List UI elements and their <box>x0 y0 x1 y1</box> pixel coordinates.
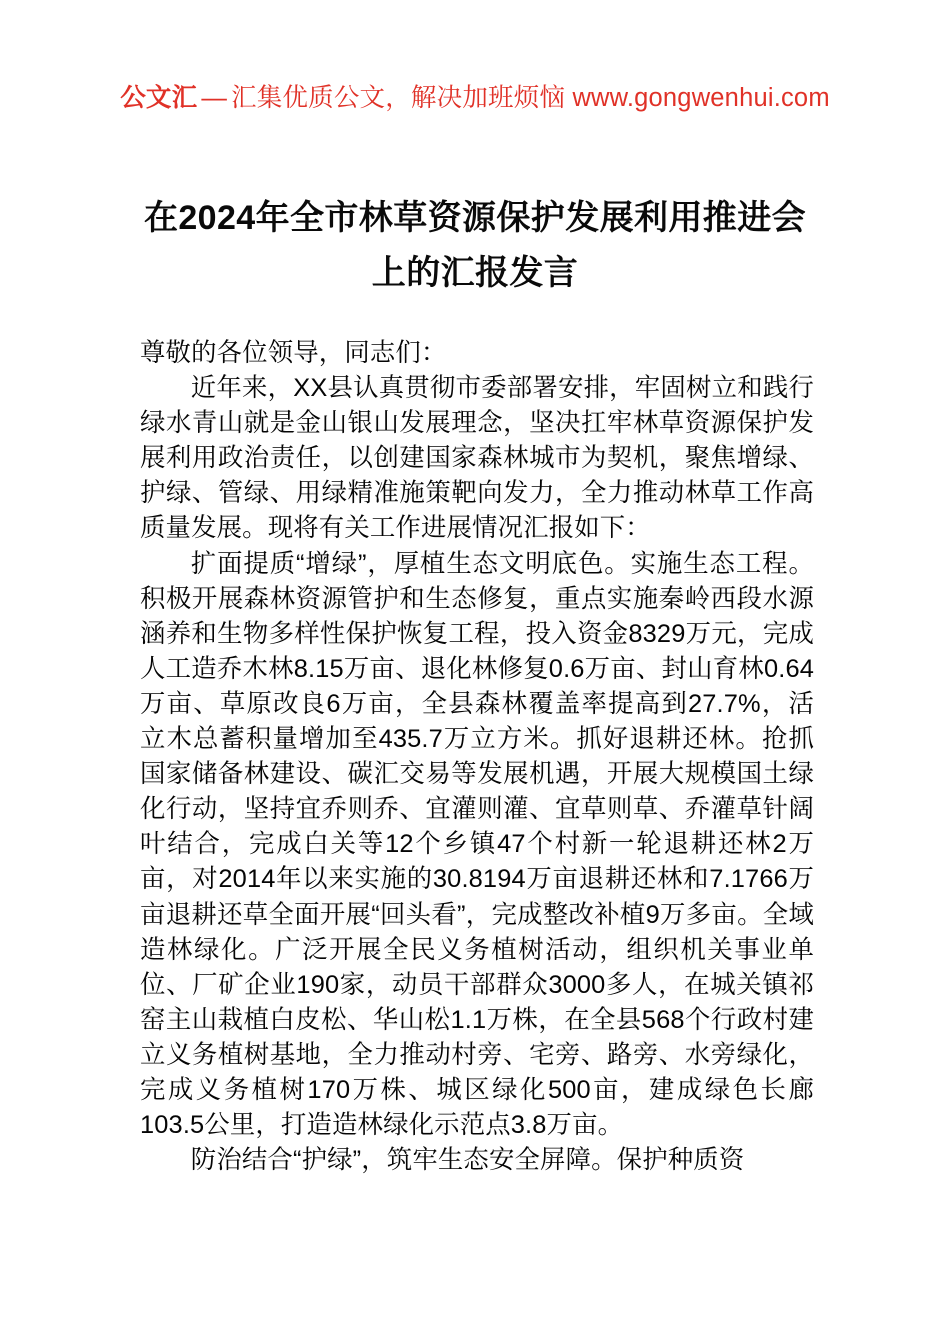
body-paragraph-2: 扩面提质“增绿”，厚植生态文明底色。实施生态工程。积极开展森林资源管护和生态修复，重点实施秦岭西段水源涵养和生物多样性保护恢复工程，投入资金8329万元，完成人工造乔木林8.15万亩、退化林修复0.6万亩、封山育林0.64万亩、草原改良6万亩，全县森林覆盖率提高到27.7%，活立木总蓄积量增加至435.7万立方米。抓好退耕还林。抢抓国家储备林建设、碳汇交易等发展机遇，开展大规模国土绿化行动，坚持宜乔则乔、宜灌则灌、宜草则草、乔灌草针阔叶结合，完成白关等12个乡镇47个村新一轮退耕还林2万亩，对2014年以来实施的30.8194万亩退耕还林和7.1766万亩退耕还草全面开展“回头看”，完成整改补植9万多亩。全域造林绿化。广泛开展全民义务植树活动，组织机关事业单位、厂矿企业190家，动员干部群众3000多人，在城关镇祁窑主山栽植白皮松、华山松1.1万株，在全县568个行政村建立义务植树基地，全力推动村旁、宅旁、路旁、水旁绿化，完成义务植树170万株、城区绿化500亩，建成绿色长廊103.5公里，打造造林绿化示范点3.8万亩。 <box>140 549 814 1140</box>
site-tagline: 汇集优质公文，解决加班烦恼 <box>231 84 566 112</box>
banner-dash: — <box>201 84 228 112</box>
document-title: 在2024年全市林草资源保护发展利用推进会上的汇报发言 <box>143 198 807 292</box>
body-paragraph-3: 防治结合“护绿”，筑牢生态安全屏障。保护种质资 <box>190 1146 745 1175</box>
site-brand-name: 公文汇 <box>120 84 198 112</box>
document-body <box>140 336 814 1178</box>
salutation-line: 尊敬的各位领导，同志们： <box>140 339 447 367</box>
site-url: www.gongwenhui.com <box>572 84 830 112</box>
body-paragraph-1: 近年来，XX县认真贯彻市委部署安排，牢固树立和践行绿水青山就是金山银山发展理念，坚决扛牢林草资源保护发展利用政治责任，以创建国家森林城市为契机，聚焦增绿、护绿、管绿、用绿精准施策靶向发力，全力推动林草工作高质量发展。现将有关工作进展情况汇报如下： <box>140 374 814 543</box>
site-watermark-banner <box>0 78 950 114</box>
